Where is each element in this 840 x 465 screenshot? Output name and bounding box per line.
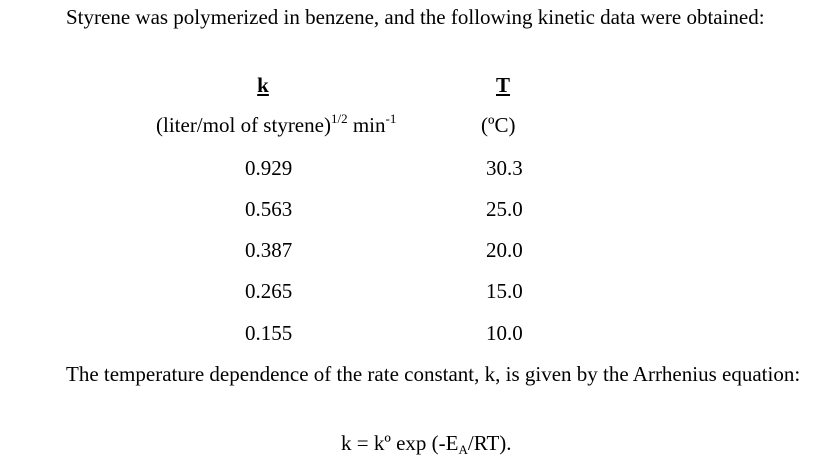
unit-k-exponent-neg1: -1 (385, 111, 397, 126)
unit-k-exponent-half: 1/2 (330, 111, 348, 126)
outro-paragraph: The temperature dependence of the rate constant, k, is given by the Arrhenius equation: (66, 362, 801, 386)
table-cell-t: 15.0 (486, 279, 523, 303)
intro-paragraph: Styrene was polymerized in benzene, and the following kinetic data were obtained: (66, 5, 765, 29)
unit-k-main: (liter/mol of styrene) (156, 113, 331, 137)
column-header-t: T (495, 73, 510, 97)
table-cell-k: 0.265 (245, 279, 293, 303)
unit-k-min: min (347, 113, 386, 137)
table-cell-t: 20.0 (486, 238, 523, 262)
column-unit-k (156, 113, 396, 138)
column-header-k: k (257, 73, 269, 97)
equation-pre: k = kº exp (-E (341, 431, 459, 455)
table-cell-k: 0.563 (245, 197, 293, 221)
arrhenius-equation (341, 431, 512, 456)
table-cell-k: 0.155 (245, 321, 293, 345)
table-cell-t: 30.3 (486, 156, 523, 180)
table-cell-t: 10.0 (486, 321, 523, 345)
equation-post: /RT). (467, 431, 512, 455)
table-cell-t: 25.0 (486, 197, 523, 221)
table-cell-k: 0.387 (245, 238, 293, 262)
equation-subscript: A (458, 442, 468, 457)
column-unit-t: (ºC) (481, 113, 516, 137)
table-cell-k: 0.929 (245, 156, 293, 180)
